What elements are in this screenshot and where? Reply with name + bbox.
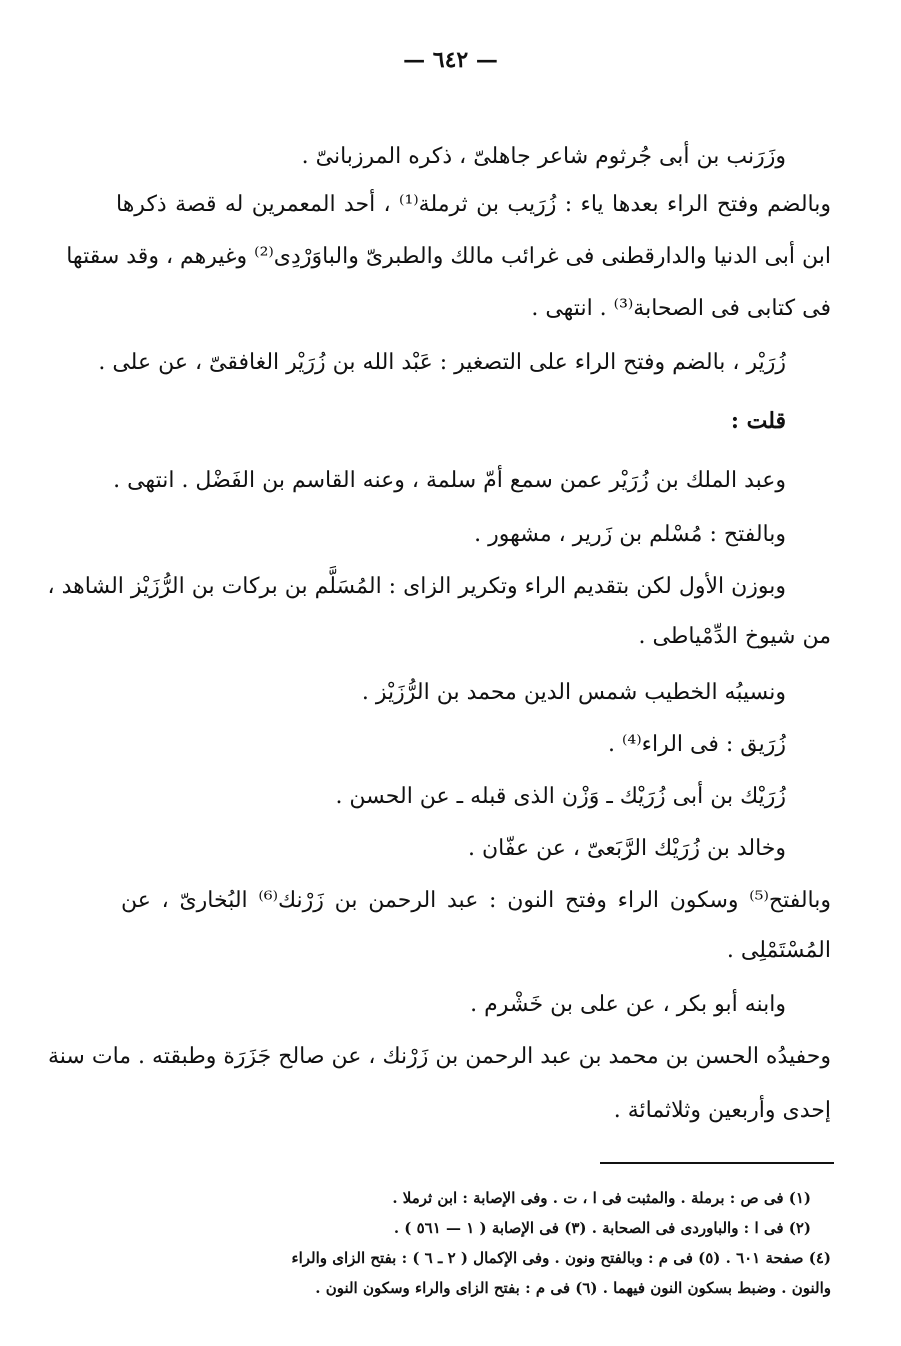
- body-line-2: وبالضم وفتح الراء بعدها ياء : زُرَيب بن ثرملة⁽¹⁾ ، أحد المعمرين له قصة ذكرها: [116, 192, 831, 217]
- body-line-13: زُرَيْك بن أبى زُرَيْك ـ وَزْن الذى قبله ـ عن الحسن .: [335, 784, 786, 809]
- footnote-line-3: (٤) صفحة ٦٠١ . (٥) فى م : وبالفتح ونون . وفى الإكمال ( ٢ ـ ٦ ) : بفتح الزاى والراء: [291, 1249, 831, 1267]
- body-line-1: وزَرَنب بن أبى جُرثوم شاعر جاهلىّ ، ذكره المرزبانىّ .: [301, 144, 786, 169]
- body-line-3: ابن أبى الدنيا والدارقطنى فى غرائب مالك والطبرىّ والباوَرْدِى⁽²⁾ وغيرهم ، وقد سقتها: [66, 244, 831, 269]
- body-line-11: ونسيبُه الخطيب شمس الدين محمد بن الرُّزَيْز .: [361, 680, 786, 705]
- footnote-line-2: (٢) فى ا : والباوردى فى الصحابة . (٣) فى الإصابة ( ١ — ٥٦١ ) .: [393, 1219, 811, 1237]
- footnote-separator: [600, 1162, 834, 1164]
- page-number: — ٦٤٢ —: [403, 47, 498, 73]
- body-line-5: زُرَيْر ، بالضم وفتح الراء على التصغير : عَبْد الله بن زُرَيْر الغافقىّ ، عن على .: [98, 350, 786, 375]
- body-line-19: إحدى وأربعين وثلاثمائة .: [613, 1098, 831, 1123]
- body-line-15: وبالفتح⁽⁵⁾ وسكون الراء وفتح النون : عبد الرحمن بن زَرْنك⁽⁶⁾ البُخارىّ ، عن: [121, 888, 831, 913]
- body-line-6: قلت :: [730, 408, 786, 434]
- body-line-14: وخالد بن زُرَيْك الرَّبَعىّ ، عن عفّان .: [467, 836, 786, 861]
- footnote-line-4: والنون . وضبط بسكون النون فيهما . (٦) فى م : بفتح الزاى والراء وسكون النون .: [315, 1279, 831, 1297]
- body-line-17: وابنه أبو بكر ، عن على بن خَشْرم .: [470, 992, 786, 1017]
- body-line-8: وبالفتح : مُسْلم بن زَرير ، مشهور .: [474, 522, 786, 547]
- body-line-18: وحفيدُه الحسن بن محمد بن عبد الرحمن بن زَرْنك ، عن صالح جَزَرَة وطبقته . مات سنة: [48, 1044, 831, 1069]
- body-line-10: من شيوخ الدِّمْياطى .: [638, 624, 831, 649]
- body-line-12: زُرَيق : فى الراء⁽⁴⁾ .: [608, 732, 786, 757]
- footnote-line-1: (١) فى ص : برملة . والمثبت فى ا ، ت . وفى الإصابة : ابن ثرملا .: [392, 1189, 811, 1207]
- body-line-9: وبوزن الأول لكن بتقديم الراء وتكرير الزاى : المُسَلَّم بن بركات بن الرُّزَيْز الشاهد ،: [47, 574, 786, 599]
- body-line-16: المُسْتَمْلِى .: [726, 938, 831, 963]
- body-line-4: فى كتابى فى الصحابة⁽³⁾ . انتهى .: [531, 296, 831, 321]
- body-line-7: وعبد الملك بن زُرَيْر عمن سمع أمّ سلمة ، وعنه القاسم بن الفَضْل . انتهى .: [113, 468, 786, 493]
